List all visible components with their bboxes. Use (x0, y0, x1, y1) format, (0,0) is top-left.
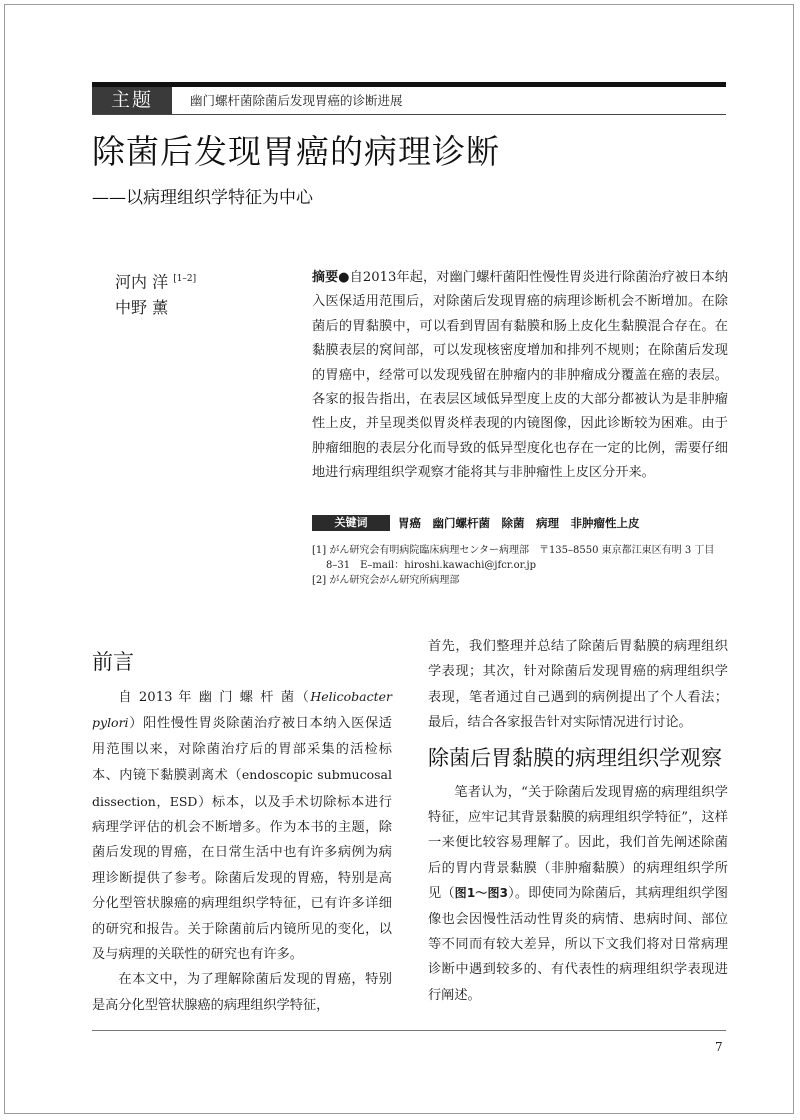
affiliation-1: [1] がん研究会有明病院臨床病理センター病理部 〒135–8550 東京都江東区有明 3 丁目 8–31 E–mail：hiroshi.kawachi@jfcr.or.jp (312, 545, 715, 571)
abstract-text: 自2013年起，对幽门螺杆菌阳性慢性胃炎进行除菌治疗被日本纳入医保适用范围后，对除菌后发现胃癌的病理诊断机会不断增加。在除菌后的胃黏膜中，可以看到胃固有黏膜和肠上皮化生黏膜混合存在。在黏膜表层的窝间部，可以发现核密度增加和排列不规则；在除菌后发现的胃癌中，经常可以发现残留在肿瘤内的非肿瘤成分覆盖在癌的表层。各家的报告指出，在表层区域低异型度上皮的大部分都被认为是非肿瘤性上皮，并呈现类似胃炎样表现的内镜图像，因此诊断较为困难。由于肿瘤细胞的表层分化而导致的低异型度化也存在一定的比例，需要仔细地进行病理组织学观察才能将其与非肿瘤性上皮区分开来。 (312, 270, 729, 481)
section-heading-mucosa: 除菌后胃黏膜的病理组织学观察 (428, 745, 722, 770)
keywords-label: 关键词 (312, 515, 390, 531)
keywords (312, 515, 728, 531)
article-title: 除菌后发现胃癌的病理诊断 (92, 132, 500, 171)
left-column (92, 634, 392, 1018)
author-affiliation-mark: [1–2] (173, 274, 197, 284)
author-name: 中野 薰 (115, 298, 169, 318)
section-heading-intro: 前言 (92, 650, 134, 674)
page-number: 7 (715, 1040, 723, 1054)
section2-paragraph-1: 笔者认为，“关于除菌后发现胃癌的病理组织学特征，应牢记其背景黏膜的病理组织学特征”，这样一来便比较容易理解了。因此，我们首先阐述除菌后的胃内背景黏膜（非肿瘤黏膜）的病理组织学所见（图1～图3）。即使同为除菌后，其病理组织学图像也会因慢性活动性胃炎的病情、患病时间、部位等不同而有较大差异，所以下文我们将对日常病理诊断中遇到较多的、有代表性的病理组织学表现进行阐述。 (428, 784, 728, 1003)
esd-term: endoscopic submucosal dissection，ESD (92, 767, 392, 809)
author-list (115, 266, 196, 321)
latin-term: Helicobacter pylori (92, 689, 392, 731)
topic-bar (92, 82, 726, 115)
right-column (428, 634, 728, 1008)
intro-paragraph-1: 自 2013 年 幽 门 螺 杆 菌（Helicobacter pylori）阳性慢性胃炎除菌治疗被日本纳入医保适用范围以来，对除菌治疗后的胃部采集的活检标本、内镜下黏膜剥离术（endoscopic submucosal dissection，ESD）标本，以及手术切除标本进行病理学评估的机会不断增多。作为本书的主题，除菌后发现的胃癌，在日常生活中也有许多病例为病理诊断提供了参考。除菌后发现的胃癌，特别是高分化型管状腺癌的病理组织学特征，已有许多详细的研究和报告。关于除菌前后内镜所见的变化，以及与病理的关联性的研究也有许多。 (92, 689, 392, 963)
footer-divider (92, 1030, 726, 1031)
author-1 (115, 266, 196, 295)
affiliation-2: [2] がん研究会がん研究所病理部 (312, 575, 460, 586)
abstract (312, 266, 728, 486)
intro-paragraph-3: 首先，我们整理并总结了除菌后胃黏膜的病理组织学表现；其次，针对除菌后发现胃癌的病理组织学表现，笔者通过自己遇到的病例提出了个人看法；最后，结合各家报告针对实际情况进行讨论。 (428, 639, 728, 731)
article-subtitle: ——以病理组织学特征为中心 (92, 188, 313, 208)
abstract-label: 摘要● (312, 270, 350, 285)
topic-label: 主题 (92, 87, 172, 114)
author-2 (115, 295, 196, 321)
intro-paragraph-2: 在本文中，为了理解除菌后发现的胃癌，特别是高分化型管状腺癌的病理组织学特征， (92, 972, 392, 1013)
figure-reference[interactable]: 图1～图3 (454, 886, 508, 901)
affiliations (312, 543, 728, 588)
author-name: 河内 洋 (115, 272, 169, 292)
keywords-list: 胃癌 幽门螺杆菌 除菌 病理 非肿瘤性上皮 (398, 516, 640, 530)
topic-description: 幽门螺杆菌除菌后发现胃癌的诊断进展 (190, 93, 403, 108)
